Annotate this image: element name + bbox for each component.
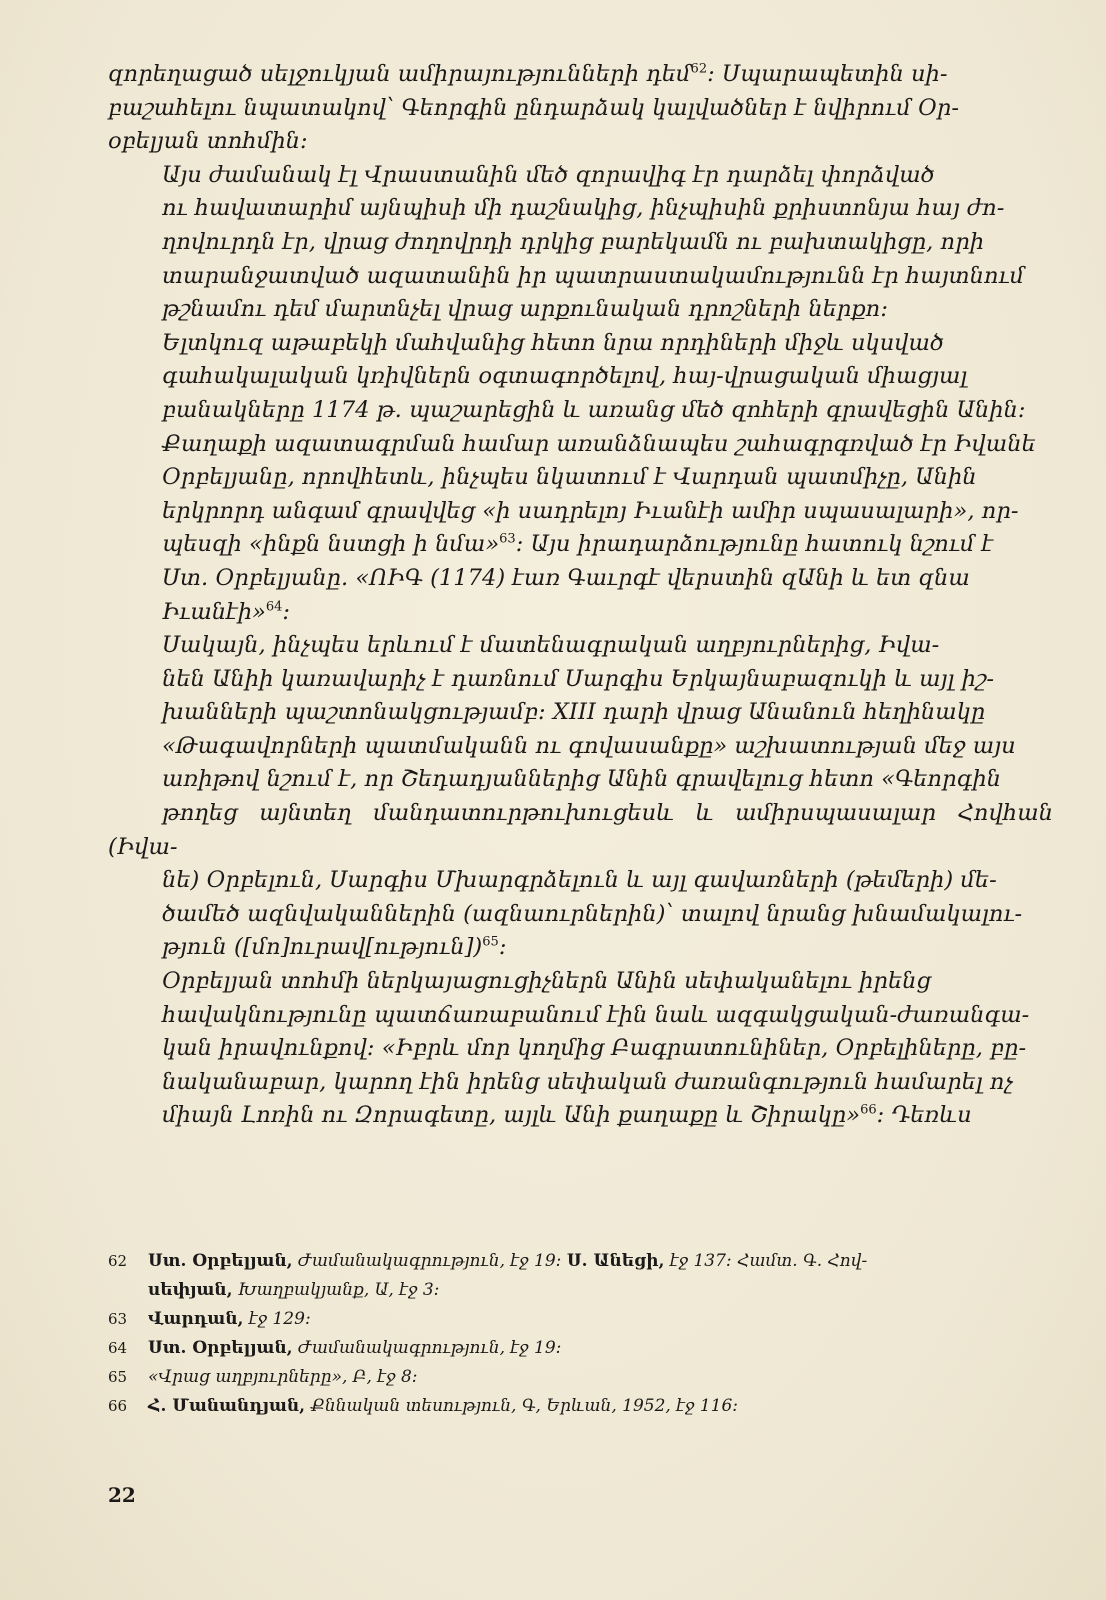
text-line: տարանջատված ազատանին իր պատրաստակամությունն էր հայտնում	[162, 262, 1025, 289]
main-text	[108, 58, 1053, 1133]
text-line: Օրբելյան տոհմի ներկայացուցիչներն Անին սեփականելու իրենց	[162, 968, 932, 995]
text-line: գահակալական կռիվներն օգտագործելով, հայ-վրացական միացյալ	[162, 363, 968, 390]
footnote-ref-62[interactable]: 62	[690, 61, 708, 77]
text-line: թողեց այնտեղ մանդատուրթուխուցեսև և ամիրսպասալար Հովհան (Իվա-	[108, 800, 1053, 860]
paragraph-1	[108, 58, 1053, 159]
footnote-work: Ժամանակագրություն, էջ 19։	[298, 1251, 562, 1271]
footnote-64	[108, 1334, 1053, 1363]
text-span: ։	[498, 934, 507, 961]
text-line: ծամեծ ազնվականներին (ազնաուրներին)՝ տալով նրանց խնամակալու-	[162, 900, 1023, 927]
footnote-66	[108, 1392, 1053, 1421]
footnote-ref-65[interactable]: 65	[482, 934, 499, 950]
footnotes	[108, 1247, 1053, 1421]
text-line: Ելտկուզ աթաբեկի մահվանից հետո նրա որդիների միջև սկսված	[162, 329, 944, 356]
footnote-ref-66[interactable]: 66	[860, 1102, 877, 1118]
text-line: թշնամու դեմ մարտնչել վրաց արքունական դրոշների ներքո։	[162, 296, 889, 323]
page-number: 22	[108, 1483, 136, 1507]
text-line: Ստ. Օրբելյանը. «ՈԻԳ (1174) էառ Գաւրգէ վերստին զԱնի և ետ զնա	[162, 564, 970, 591]
text-span: պեսզի «ինքն նստցի ի նմա»	[162, 531, 500, 558]
paragraph-2	[108, 159, 1053, 327]
text-line: «Թագավորների պատմականն ու գովասանքը» աշխատության մեջ այս	[162, 732, 1016, 759]
footnote-work: «Վրաց աղբյուրները», Բ, էջ 8։	[148, 1367, 418, 1387]
text-span: միայն Լոռին ու Զորագետը, այլև Անի քաղաքը և Շիրակը»	[162, 1102, 861, 1129]
text-line: Քաղաքի ազատագրման համար առանձնապես շահագրգռված էր Իվանե	[162, 430, 1036, 457]
text-span: զորեղացած սելջուկյան ամիրայությունների դեմ	[108, 61, 691, 87]
footnote-65	[108, 1363, 1053, 1392]
text-line: ղովուրդն էր, վրաց ժողովրդի դրկից բարեկամն ու բախտակիցը, որի	[162, 228, 985, 255]
footnote-source: Ս. Անեցի,	[566, 1251, 665, 1271]
paragraph-4	[108, 629, 1053, 965]
footnote-work: Խաղբակյանք, Ա, էջ 3։	[237, 1280, 440, 1300]
footnote-number: 62	[108, 1252, 128, 1270]
text-span: ։ Դեռևս	[876, 1102, 972, 1129]
text-line: կան իրավունքով։ «Իբրև մոր կողմից Բագրատունիներ, Օրբելիները, բը-	[162, 1035, 1027, 1062]
text-line	[108, 1099, 1053, 1133]
footnote-source: սեփյան,	[148, 1280, 233, 1300]
text-span: թյուն ([մո]ուրավ[ություն])	[162, 934, 483, 961]
footnote-number: 65	[108, 1368, 128, 1386]
footnote-number: 64	[108, 1339, 128, 1357]
footnote-source: Հ. Մանանդյան,	[148, 1396, 306, 1416]
footnote-source: Ստ. Օրբելյան,	[148, 1251, 293, 1271]
footnote-63	[108, 1305, 1053, 1334]
text-line: բաշահելու նպատակով՝ Գեորգին ընդարձակ կալվածներ է նվիրում Օր-	[108, 94, 959, 121]
text-span: ։	[282, 598, 291, 625]
text-line: բանակները 1174 թ. պաշարեցին և առանց մեծ զոհերի գրավեցին Անին։	[162, 396, 1026, 423]
footnote-work: էջ 129։	[248, 1309, 311, 1329]
footnote-source: Ստ. Օրբելյան,	[148, 1338, 293, 1358]
text-line	[108, 58, 1053, 92]
text-line: օբելյան տոհմին։	[108, 128, 308, 155]
footnote-ref-64[interactable]: 64	[265, 598, 283, 614]
text-line: Սակայն, ինչպես երևում է մատենագրական աղբյուրներից, Իվա-	[162, 632, 940, 659]
footnote-ref-63[interactable]: 63	[499, 531, 516, 547]
text-span: ։ Այս իրադարձությունը հատուկ նշում է	[515, 531, 994, 558]
footnote-62	[108, 1247, 1053, 1305]
text-line	[108, 931, 1053, 965]
text-line: հավակնությունը պատճառաբանում էին նաև ազգակցական-ժառանգա-	[162, 1001, 1030, 1028]
text-line: Այս ժամանակ էլ Վրաստանին մեծ զորավիգ էր դարձել փորձված	[162, 161, 935, 188]
text-line: նե) Օրբելուն, Սարգիս Մխարգրձելուն և այլ գավառների (թեմերի) մե-	[162, 867, 997, 894]
footnote-number: 63	[108, 1310, 128, 1328]
text-line	[108, 596, 1053, 630]
text-line: Օրբելյանը, որովհետև, ինչպես նկատում է Վարդան պատմիչը, Անին	[162, 464, 977, 491]
text-span: Իւանէի»	[162, 598, 266, 625]
text-line: նեն Անիի կառավարիչ է դառնում Սարգիս Երկայնաբազուկի և այլ իշ-	[162, 665, 994, 692]
text-span: ։ Սպարապետին սի-	[707, 61, 948, 87]
footnote-work: Քննական տեսություն, Գ, Երևան, 1952, էջ 116։	[310, 1396, 739, 1416]
text-line: խանների պաշտոնակցությամբ։ XIII դարի վրաց Անանուն հեղինակը	[162, 699, 986, 726]
paragraph-3	[108, 327, 1053, 629]
paragraph-5	[108, 965, 1053, 1133]
text-line: երկրորդ անգամ գրավվեց «ի սադրելոյ Իւանէի ամիր սպասալարի», որ-	[162, 497, 1019, 524]
text-line: ու հավատարիմ այնպիսի մի դաշնակից, ինչպիսին քրիստոնյա հայ ժո-	[162, 195, 1005, 222]
text-line: նականաբար, կարող էին իրենց սեփական ժառանգություն համարել ոչ	[162, 1068, 1013, 1095]
footnote-work: Ժամանակագրություն, էջ 19։	[298, 1338, 562, 1358]
text-line	[108, 528, 1053, 562]
text-line: առիթով նշում է, որ Շեդադյաններից Անին գրավելուց հետո «Գեորգին	[162, 766, 1002, 793]
footnote-source: Վարդան,	[148, 1309, 244, 1329]
footnote-work: էջ 137։ Համտ. Գ. Հով-	[669, 1251, 868, 1271]
footnote-number: 66	[108, 1397, 128, 1415]
